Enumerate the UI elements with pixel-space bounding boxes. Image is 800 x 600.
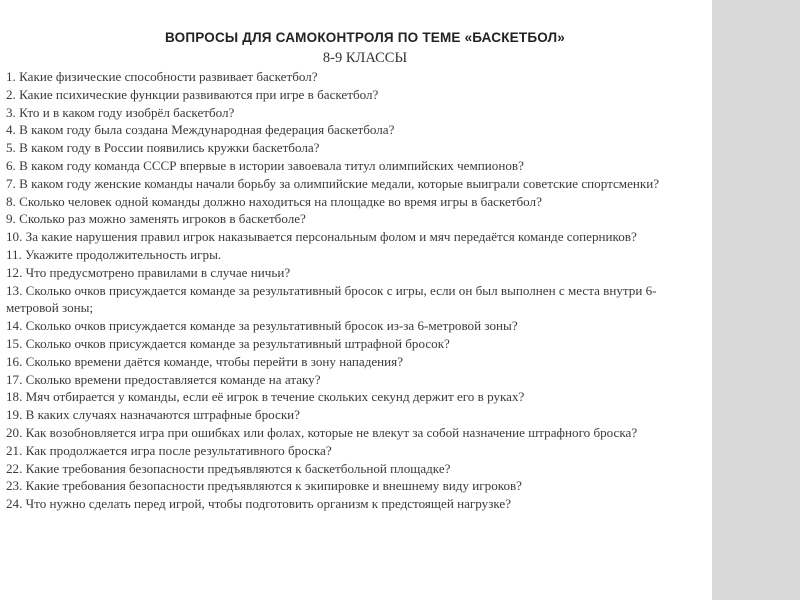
question-item: 7. В каком году женские команды начали борьбу за олимпийские медали, которые выиграли советские спортсменки? [6, 175, 660, 191]
question-item: 17. Сколько времени предоставляется команде на атаку? [6, 371, 321, 387]
side-decoration-band [712, 0, 800, 600]
question-item: 3. Кто и в каком году изобрёл баскетбол? [6, 104, 235, 120]
question-item: 13. Сколько очков присуждается команде за результативный бросок с игры, если он был выполнен с места внутри 6-метровой зоны; [6, 282, 657, 316]
question-item: 12. Что предусмотрено правилами в случае ничьи? [6, 264, 291, 280]
question-item: 19. В каких случаях назначаются штрафные броски? [6, 407, 300, 423]
question-list [6, 68, 706, 513]
question-item: 16. Сколько времени даётся команде, чтобы перейти в зону нападения? [6, 353, 404, 369]
slide-title: ВОПРОСЫ ДЛЯ САМОКОНТРОЛЯ ПО ТЕМЕ «БАСКЕТБОЛ» [165, 30, 565, 45]
question-item: 21. Как продолжается игра после результативного броска? [6, 442, 332, 458]
question-item: 18. Мяч отбирается у команды, если её игрок в течение скольких секунд держит его в руках? [6, 389, 525, 405]
slide-subtitle: 8-9 КЛАССЫ [322, 50, 408, 66]
question-item: 10. За какие нарушения правил игрок наказывается персональным фолом и мяч передаётся команде соперников? [6, 229, 637, 245]
question-item: 2. Какие психические функции развиваются при игре в баскетбол? [6, 86, 379, 102]
question-item: 15. Сколько очков присуждается команде за результативный штрафной бросок? [6, 335, 450, 351]
question-item: 4. В каком году была создана Международная федерация баскетбола? [6, 122, 395, 138]
question-item: 20. Как возобновляется игра при ошибках или фолах, которые не влекут за собой назначение штрафного броска? [6, 424, 638, 440]
question-item: 9. Сколько раз можно заменять игроков в баскетболе? [6, 211, 306, 227]
question-item: 22. Какие требования безопасности предъявляются к баскетбольной площадке? [6, 460, 451, 476]
slide-content [6, 28, 706, 513]
question-item: 1. Какие физические способности развивает баскетбол? [6, 69, 318, 84]
question-item: 5. В каком году в России появились кружки баскетбола? [6, 140, 320, 156]
question-item: 14. Сколько очков присуждается команде за результативный бросок из-за 6-метровой зоны? [6, 318, 518, 334]
question-item: 8. Сколько человек одной команды должно находиться на площадке во время игры в баскетбол? [6, 193, 542, 209]
question-item: 23. Какие требования безопасности предъявляются к экипировке и внешнему виду игроков? [6, 478, 522, 494]
question-item: 6. В каком году команда СССР впервые в истории завоевала титул олимпийских чемпионов? [6, 157, 524, 173]
question-item: 24. Что нужно сделать перед игрой, чтобы подготовить организм к предстоящей нагрузке? [6, 496, 512, 512]
question-item: 11. Укажите продолжительность игры. [6, 246, 222, 262]
